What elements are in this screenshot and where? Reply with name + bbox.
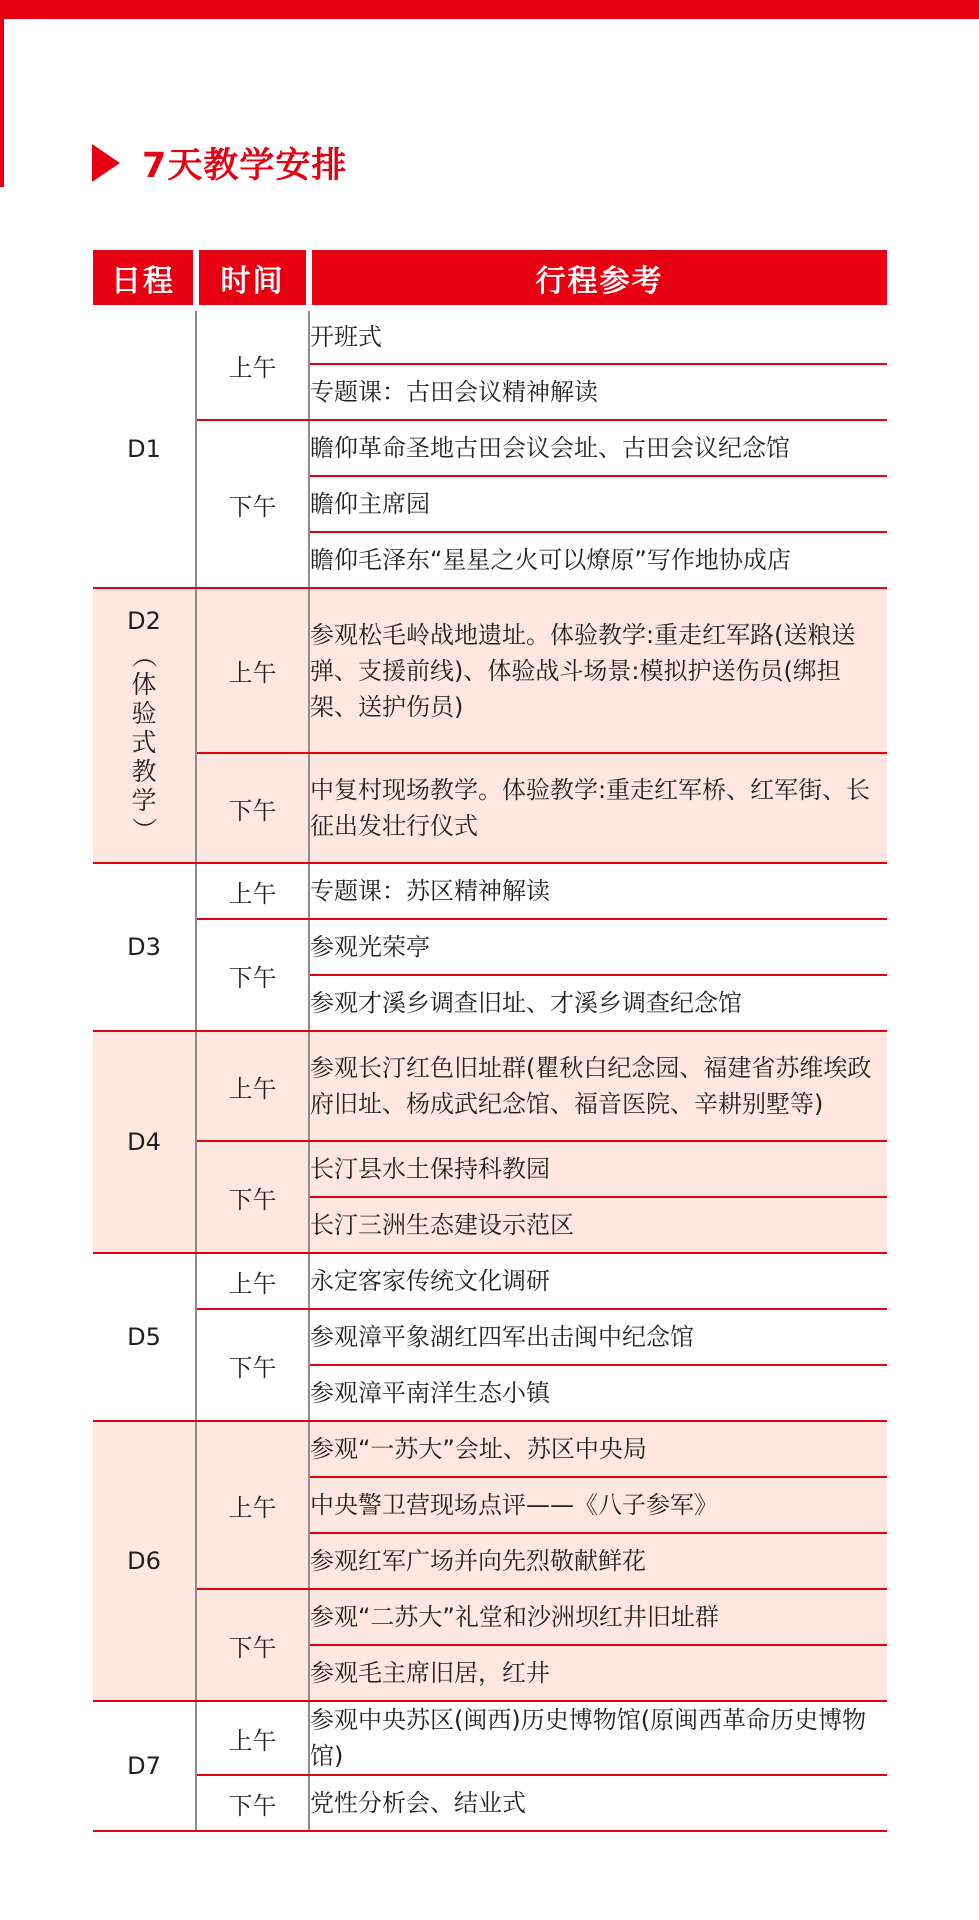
itinerary-item: 参观才溪乡调查旧址、才溪乡调查纪念馆 — [309, 975, 887, 1031]
day-label: D1 — [127, 435, 161, 463]
table-row — [93, 1031, 887, 1141]
itinerary-item: 长汀县水土保持科教园 — [309, 1141, 887, 1197]
table-row — [93, 1775, 887, 1831]
table-row — [93, 1141, 887, 1197]
period-cell: 上午 — [196, 1701, 309, 1775]
day-cell — [93, 1701, 196, 1831]
day-cell — [93, 308, 196, 588]
itinerary-item: 瞻仰主席园 — [309, 476, 887, 532]
period-cell: 下午 — [196, 753, 309, 863]
period-cell: 下午 — [196, 1589, 309, 1701]
day-label: D2 — [127, 607, 161, 635]
schedule-body — [93, 308, 887, 1831]
itinerary-item: 参观漳平象湖红四军出击闽中纪念馆 — [309, 1309, 887, 1365]
header-time: 时间 — [196, 250, 309, 308]
table-row — [93, 1589, 887, 1645]
table-row — [93, 919, 887, 975]
header-day: 日程 — [93, 250, 196, 308]
itinerary-item: 瞻仰革命圣地古田会议会址、古田会议纪念馆 — [309, 420, 887, 476]
itinerary-item: 参观毛主席旧居，红井 — [309, 1645, 887, 1701]
itinerary-item: 参观光荣亭 — [309, 919, 887, 975]
itinerary-item: 参观中央苏区(闽西)历史博物馆(原闽西革命历史博物馆) — [309, 1701, 887, 1775]
day-cell — [93, 863, 196, 1031]
itinerary-item: 参观松毛岭战地遗址。体验教学:重走红军路(送粮送弹、支援前线)、体验战斗场景:模拟护送伤员(绑担架、送护伤员) — [309, 588, 887, 753]
day-label: D3 — [127, 933, 161, 961]
section-title — [92, 138, 347, 188]
day-cell — [93, 588, 196, 863]
top-accent-bar — [0, 0, 979, 19]
period-cell: 下午 — [196, 919, 309, 1031]
day-cell — [93, 1253, 196, 1421]
schedule-table — [93, 250, 887, 1832]
itinerary-item: 参观“二苏大”礼堂和沙洲坝红井旧址群 — [309, 1589, 887, 1645]
page-title: 7天教学安排 — [142, 146, 348, 186]
table-row — [93, 420, 887, 476]
itinerary-item: 专题课：苏区精神解读 — [309, 863, 887, 919]
header-itinerary: 行程参考 — [309, 250, 887, 308]
day-cell — [93, 1031, 196, 1253]
itinerary-item: 开班式 — [309, 308, 887, 364]
period-cell: 上午 — [196, 863, 309, 919]
table-row — [93, 863, 887, 919]
day-label: D6 — [127, 1547, 161, 1575]
itinerary-item: 参观红军广场并向先烈敬献鲜花 — [309, 1533, 887, 1589]
period-cell: 下午 — [196, 420, 309, 588]
period-cell: 下午 — [196, 1309, 309, 1421]
itinerary-item: 专题课：古田会议精神解读 — [309, 364, 887, 420]
itinerary-item: 参观漳平南洋生态小镇 — [309, 1365, 887, 1421]
day-cell — [93, 1421, 196, 1701]
period-cell: 下午 — [196, 1775, 309, 1831]
itinerary-item: 参观长汀红色旧址群(瞿秋白纪念园、福建省苏维埃政府旧址、杨成武纪念馆、福音医院、辛耕别墅等) — [309, 1031, 887, 1141]
itinerary-item: 瞻仰毛泽东“星星之火可以燎原”写作地协成店 — [309, 532, 887, 588]
table-row — [93, 753, 887, 863]
period-cell: 上午 — [196, 1253, 309, 1309]
itinerary-item: 中央警卫营现场点评——《八子参军》 — [309, 1477, 887, 1533]
left-accent-stripe — [0, 19, 4, 187]
itinerary-item: 参观“一苏大”会址、苏区中央局 — [309, 1421, 887, 1477]
period-cell: 上午 — [196, 588, 309, 753]
period-cell: 上午 — [196, 308, 309, 420]
table-row — [93, 1701, 887, 1775]
table-header-row — [93, 250, 887, 308]
day-label: D5 — [127, 1323, 161, 1351]
day-label: D7 — [127, 1752, 161, 1780]
period-cell: 上午 — [196, 1031, 309, 1141]
itinerary-item: 永定客家传统文化调研 — [309, 1253, 887, 1309]
period-cell: 上午 — [196, 1421, 309, 1589]
day-label: D4 — [127, 1128, 161, 1156]
itinerary-item: 党性分析会、结业式 — [309, 1775, 887, 1831]
table-row — [93, 588, 887, 753]
table-row — [93, 308, 887, 364]
itinerary-item: 长汀三洲生态建设示范区 — [309, 1197, 887, 1253]
day-note: （ 体 验 式 教 学 ） — [129, 642, 159, 842]
period-cell: 下午 — [196, 1141, 309, 1253]
table-row — [93, 1253, 887, 1309]
table-row — [93, 1421, 887, 1477]
table-row — [93, 1309, 887, 1365]
itinerary-item: 中复村现场教学。体验教学:重走红军桥、红军街、长征出发壮行仪式 — [309, 753, 887, 863]
play-triangle-icon — [92, 144, 120, 182]
